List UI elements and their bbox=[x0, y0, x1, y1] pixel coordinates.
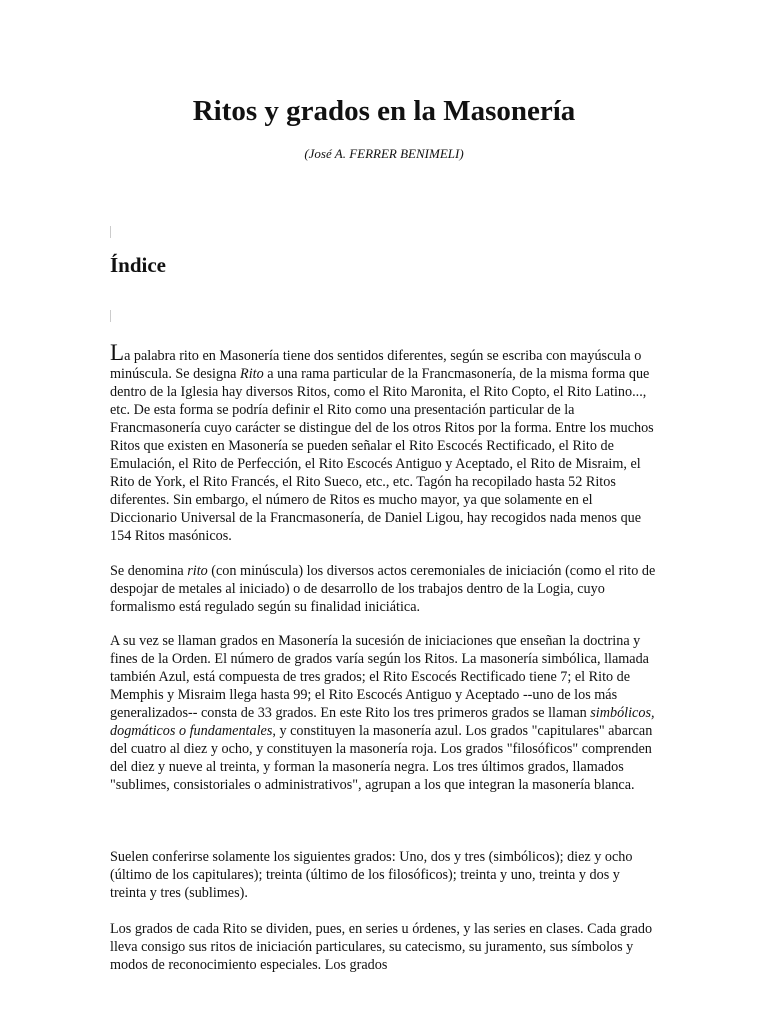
anchor-marker bbox=[110, 310, 111, 322]
paragraph-series: Los grados de cada Rito se dividen, pues, en series u órdenes, y las series en clases. Cada grado lleva consigo sus ritos de iniciación particulares, su catecismo, su juramento, sus símbolos y modos de reconocimiento especiales. Los grados bbox=[110, 921, 653, 973]
index-heading: Índice bbox=[110, 253, 167, 277]
paragraph-rito-lowercase: Se denomina rito (con minúscula) los diversos actos ceremoniales de iniciación (como el rito de despojar de metales al iniciado) o de desarrollo de los trabajos dentro de la Logia, cuyo formalismo está regulado según su finalidad iniciática. bbox=[110, 563, 656, 615]
document-title: Ritos y grados en la Masonería bbox=[192, 95, 576, 127]
paragraph-grados: A su vez se llaman grados en Masonería la sucesión de iniciaciones que enseñan la doctrina y fines de la Orden. El número de grados varía según los Ritos. La masonería simbólica, llamada también Azul, está compuesta de tres grados; el Rito Escocés Rectificado tiene 7; el Rito de Memphis y Misraim llega hasta 99; el Rito Escocés Antiguo y Aceptado --uno de los más generalizados-- consta de 33 grados. En este Rito los tres primeros grados se llaman simbólicos, dogmáticos o fundamentales, y constituyen la masonería azul. Los grados "capitulares" abarcan del cuatro al diez y ocho, y constituyen la masonería roja. Los grados "filosóficos" comprenden del diez y nueve al treinta, y forman la masonería negra. Los tres últimos grados, llamados "sublimes, consistoriales o administrativos", agrupan a los que integran la masonería blanca. bbox=[110, 633, 655, 793]
paragraph-rito-definition: La palabra rito en Masonería tiene dos sentidos diferentes, según se escriba con mayúscula o minúscula. Se designa Rito a una rama particular de la Francmasonería, de la misma forma que dentro de la Iglesia hay diversos Ritos, como el Rito Maronita, el Rito Copto, el Rito Latino..., etc. De esta forma se podría definir el Rito como una presentación particular de la Francmasonería cuyo carácter se distingue del de los otros Ritos por la forma. Entre los muchos Ritos que existen en Masonería se pueden señalar el Rito Escocés Rectificado, el Rito de Emulación, el Rito de Perfección, el Rito Escocés Antiguo y Aceptado, el Rito de Misraim, el Rito de York, el Rito Francés, el Rito Sueco, etc., etc. Tagón ha recopilado hasta 52 Ritos diferentes. Sin embargo, el número de Ritos es mucho mayor, ya que solamente en el Diccionario Universal de la Francmasonería, de Daniel Ligou, hay recogidos nada menos que 154 Ritos masónicos. bbox=[110, 340, 654, 544]
anchor-marker bbox=[110, 226, 111, 238]
paragraph-grados-conferidos: Suelen conferirse solamente los siguientes grados: Uno, dos y tres (simbólicos); diez y ocho (último de los capitulares); treinta (último de los filosóficos); treinta y uno, treinta y dos y treinta y tres (sublimes). bbox=[110, 849, 633, 901]
drop-cap: L bbox=[110, 340, 125, 365]
document-author: (José A. FERRER BENIMELI) bbox=[304, 146, 464, 161]
